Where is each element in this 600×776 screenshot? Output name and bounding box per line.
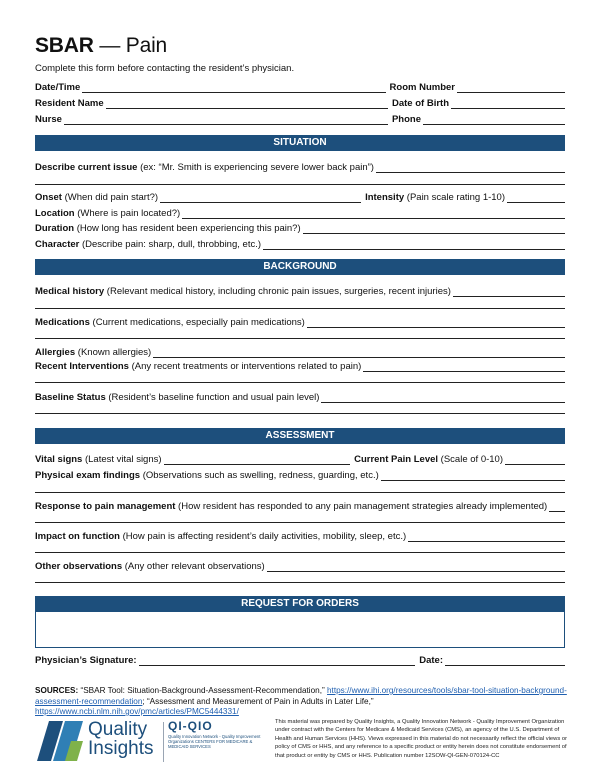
quality-insights-logo-icon bbox=[35, 719, 85, 763]
source-link-ncbi[interactable]: https://www.ncbi.nlm.nih.gov/pmc/articles/PMC5444331/ bbox=[35, 707, 239, 716]
header-row-2: Resident Name Date of Birth bbox=[35, 96, 565, 109]
date-time-field[interactable] bbox=[82, 82, 385, 93]
recent-interventions-row: Recent Interventions (Any recent treatments or interventions related to pain) bbox=[35, 359, 565, 372]
recent-interventions-line-2[interactable] bbox=[35, 382, 565, 383]
room-number-field[interactable] bbox=[457, 82, 565, 93]
vital-signs-row: Vital signs (Latest vital signs) Current Pain Level (Scale of 0-10) bbox=[35, 452, 565, 465]
current-issue-row: Describe current issue (ex: “Mr. Smith is experiencing severe lower back pain”) bbox=[35, 160, 565, 173]
medical-history-row: Medical history (Relevant medical history, including chronic pain issues, surgeries, recent injuries) bbox=[35, 284, 565, 297]
physical-exam-field[interactable] bbox=[381, 470, 565, 481]
medications-field[interactable] bbox=[307, 317, 565, 328]
form-instructions: Complete this form before contacting the resident’s physician. bbox=[35, 63, 295, 74]
header-row-1: Date/Time Room Number bbox=[35, 80, 565, 93]
allergies-row: Allergies (Known allergies) bbox=[35, 345, 565, 358]
intensity-field[interactable] bbox=[507, 192, 565, 203]
physician-signature-field[interactable] bbox=[139, 655, 416, 666]
other-observations-line-2[interactable] bbox=[35, 582, 565, 583]
date-of-birth-field[interactable] bbox=[451, 98, 565, 109]
signature-row: Physician’s Signature: Date: bbox=[35, 653, 565, 666]
impact-field[interactable] bbox=[408, 531, 565, 542]
baseline-status-line-2[interactable] bbox=[35, 413, 565, 414]
resident-name-field[interactable] bbox=[106, 98, 388, 109]
page-title: SBAR — Pain bbox=[35, 34, 168, 57]
other-observations-field[interactable] bbox=[267, 561, 565, 572]
nurse-field[interactable] bbox=[64, 114, 388, 125]
qiqio-logo: QI-QIO bbox=[168, 719, 213, 733]
medications-line-2[interactable] bbox=[35, 338, 565, 339]
section-situation: SITUATION bbox=[35, 135, 565, 151]
onset-field[interactable] bbox=[160, 192, 361, 203]
physical-exam-row: Physical exam findings (Observations such as swelling, redness, guarding, etc.) bbox=[35, 468, 565, 481]
response-field[interactable] bbox=[549, 501, 565, 512]
baseline-status-field[interactable] bbox=[321, 392, 565, 403]
logo-divider bbox=[163, 722, 164, 762]
current-issue-line-2[interactable] bbox=[35, 184, 565, 185]
qiqio-subtitle: Quality Innovation Network - Quality Improvement Organizations CENTERS FOR MEDICARE & MEDICAID SERVICES bbox=[168, 734, 261, 750]
other-observations-row: Other observations (Any other relevant observations) bbox=[35, 559, 565, 572]
quality-insights-logo-text: Quality Insights bbox=[88, 719, 154, 759]
location-row: Location (Where is pain located?) bbox=[35, 206, 565, 219]
disclaimer: This material was prepared by Quality Insights, a Quality Innovation Network - Quality Improvement Organization under contract with the Centers for Medicare & Medicaid Services (CMS), an agency of the U.S. Department of Health and Human Services (HHS). Views expressed in this material do not necessarily reflect the official views or policy of CMS or HHS, and any reference to a specific product or entity herein does not constitute endorsement of that product or entity by CMS or HHS. Publication number 12SOW-QI-GEN-070124-CC bbox=[275, 719, 568, 759]
recent-interventions-field[interactable] bbox=[363, 361, 565, 372]
orders-box[interactable] bbox=[35, 612, 565, 648]
vital-signs-field[interactable] bbox=[164, 454, 351, 465]
duration-row: Duration (How long has resident been experiencing this pain?) bbox=[35, 221, 565, 234]
duration-field[interactable] bbox=[303, 223, 565, 234]
section-request-for-orders: REQUEST FOR ORDERS bbox=[35, 596, 565, 612]
impact-line-2[interactable] bbox=[35, 552, 565, 553]
response-line-2[interactable] bbox=[35, 522, 565, 523]
baseline-status-row: Baseline Status (Resident’s baseline function and usual pain level) bbox=[35, 390, 565, 403]
response-row: Response to pain management (How resident has responded to any pain management strategies already implemented) bbox=[35, 499, 565, 512]
location-field[interactable] bbox=[182, 208, 565, 219]
character-field[interactable] bbox=[263, 239, 565, 250]
physical-exam-line-2[interactable] bbox=[35, 492, 565, 493]
medical-history-field[interactable] bbox=[453, 286, 565, 297]
header-row-3: Nurse Phone bbox=[35, 112, 565, 125]
onset-intensity-row: Onset (When did pain start?) Intensity (Pain scale rating 1-10) bbox=[35, 190, 565, 203]
sources: SOURCES: “SBAR Tool: Situation-Background-Assessment-Recommendation,” https://www.ihi.org/resources/tools/sbar-tool-situation-background-assessment-recommendation; “Assessment and Measurement of Pain in Adults in Later Life,” https://www.ncbi.nlm.nih.gov/pmc/articles/PMC5444331/ bbox=[35, 686, 567, 716]
current-issue-field[interactable] bbox=[376, 162, 565, 173]
signature-date-field[interactable] bbox=[445, 655, 565, 666]
medical-history-line-2[interactable] bbox=[35, 308, 565, 309]
medications-row: Medications (Current medications, especially pain medications) bbox=[35, 315, 565, 328]
source-link-ihi[interactable]: https://www.ihi.org/resources/tools/sbar-tool-situation-background-assessment-recommendation bbox=[35, 686, 567, 706]
phone-field[interactable] bbox=[423, 114, 565, 125]
allergies-field[interactable] bbox=[153, 347, 565, 358]
section-assessment: ASSESSMENT bbox=[35, 428, 565, 444]
impact-row: Impact on function (How pain is affecting resident’s daily activities, mobility, sleep, etc.) bbox=[35, 529, 565, 542]
character-row: Character (Describe pain: sharp, dull, throbbing, etc.) bbox=[35, 237, 565, 250]
current-pain-level-field[interactable] bbox=[505, 454, 565, 465]
section-background: BACKGROUND bbox=[35, 259, 565, 275]
